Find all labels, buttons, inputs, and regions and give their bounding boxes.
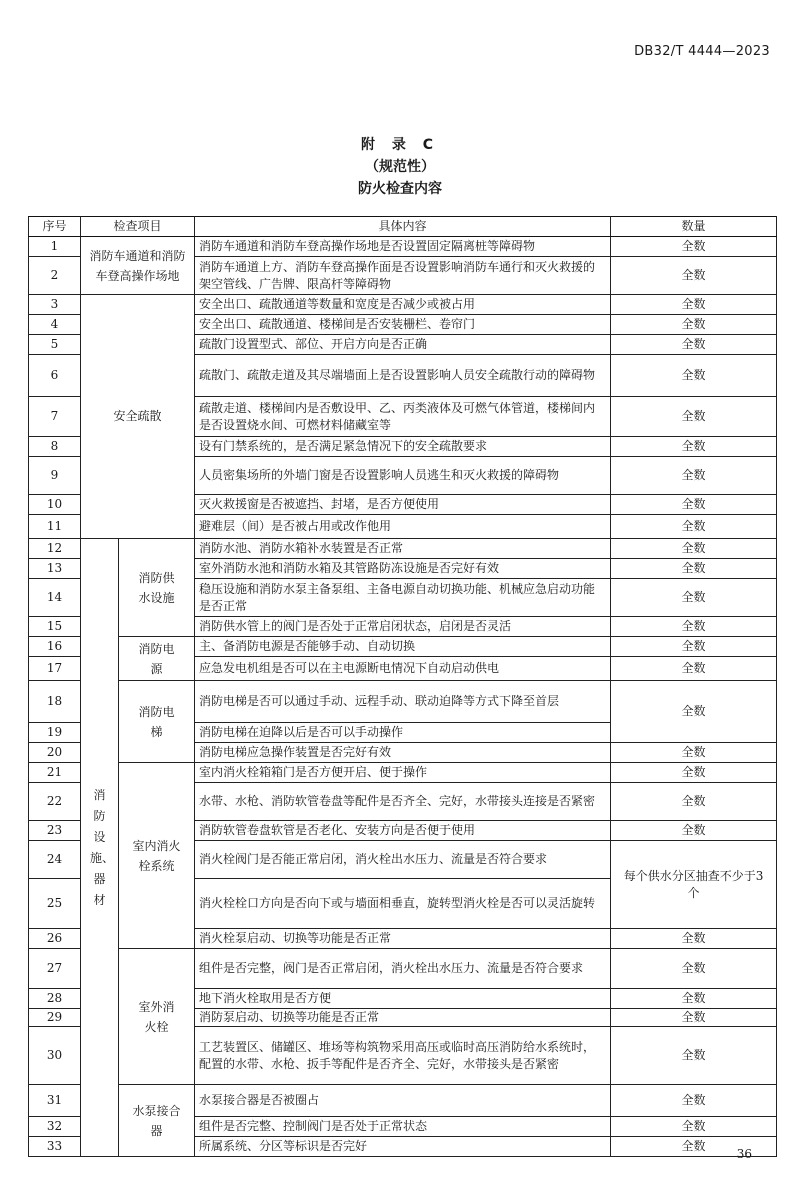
row-no: 12 [29, 539, 81, 559]
row-qty: 全数 [611, 315, 777, 335]
row-no: 19 [29, 723, 81, 743]
row-content: 应急发电机组是否可以在主电源断电情况下自动启动供电 [195, 657, 611, 681]
page-number: 36 [736, 1147, 752, 1161]
row-qty: 全数 [611, 515, 777, 539]
row-qty: 全数 [611, 295, 777, 315]
row-no: 29 [29, 1009, 81, 1027]
table-row [29, 949, 777, 989]
table-row [29, 295, 777, 315]
row-content: 消防供水管上的阀门是否处于正常启闭状态，启闭是否灵活 [195, 617, 611, 637]
row-qty: 全数 [611, 1137, 777, 1157]
subgroup-power: 消防电源 [119, 637, 195, 681]
row-qty: 全数 [611, 355, 777, 397]
row-content: 消火栓泵启动、切换等功能是否正常 [195, 929, 611, 949]
row-no: 27 [29, 949, 81, 989]
row-no: 18 [29, 681, 81, 723]
group-vehicle-access: 消防车通道和消防车登高操作场地 [81, 237, 195, 295]
table-header-row [29, 217, 777, 237]
row-no: 10 [29, 495, 81, 515]
row-content: 疏散门、疏散走道及其尽端墙面上是否设置影响人员安全疏散行动的障碍物 [195, 355, 611, 397]
row-content: 消火栓栓口方向是否向下或与墙面相垂直，旋转型消火栓是否可以灵活旋转 [195, 879, 611, 929]
row-no: 31 [29, 1085, 81, 1117]
row-content: 水泵接合器是否被圈占 [195, 1085, 611, 1117]
row-qty: 全数 [611, 559, 777, 579]
row-no: 9 [29, 457, 81, 495]
row-qty: 全数 [611, 949, 777, 989]
appendix-name: 防火检查内容 [358, 181, 442, 197]
header-item: 检查项目 [81, 217, 195, 237]
subgroup-outdoor-hydrant: 室外消火栓 [119, 949, 195, 1085]
row-content: 组件是否完整、控制阀门是否处于正常状态 [195, 1117, 611, 1137]
row-qty: 全数 [611, 763, 777, 783]
table-row [29, 1085, 777, 1117]
row-no: 14 [29, 579, 81, 617]
row-no: 2 [29, 257, 81, 295]
row-content: 避难层（间）是否被占用或改作他用 [195, 515, 611, 539]
row-qty: 全数 [611, 457, 777, 495]
row-content: 消防电梯在迫降以后是否可以手动操作 [195, 723, 611, 743]
row-content: 组件是否完整，阀门是否正常启闭，消火栓出水压力、流量是否符合要求 [195, 949, 611, 989]
row-content: 设有门禁系统的，是否满足紧急情况下的安全疏散要求 [195, 437, 611, 457]
row-no: 25 [29, 879, 81, 929]
group-fire-facilities: 消防设施、器材 [81, 539, 119, 1157]
row-no: 26 [29, 929, 81, 949]
row-no: 22 [29, 783, 81, 821]
row-content: 主、备消防电源是否能够手动、自动切换 [195, 637, 611, 657]
row-qty: 全数 [611, 1009, 777, 1027]
row-content: 疏散门设置型式、部位、开启方向是否正确 [195, 335, 611, 355]
row-content: 稳压设施和消防水泵主备泵组、主备电源自动切换功能、机械应急启动功能是否正常 [195, 579, 611, 617]
header-content: 具体内容 [195, 217, 611, 237]
row-no: 33 [29, 1137, 81, 1157]
row-no: 28 [29, 989, 81, 1009]
row-qty: 全数 [611, 657, 777, 681]
row-qty: 全数 [611, 397, 777, 437]
row-content: 安全出口、疏散通道、楼梯间是否安装栅栏、卷帘门 [195, 315, 611, 335]
row-content: 所属系统、分区等标识是否完好 [195, 1137, 611, 1157]
row-qty: 全数 [611, 821, 777, 841]
row-no: 24 [29, 841, 81, 879]
row-no: 13 [29, 559, 81, 579]
row-content: 消防车通道和消防车登高操作场地是否设置固定隔离桩等障碍物 [195, 237, 611, 257]
row-qty: 全数 [611, 989, 777, 1009]
row-content: 室外消防水池和消防水箱及其管路防冻设施是否完好有效 [195, 559, 611, 579]
row-qty: 全数 [611, 681, 777, 743]
row-no: 4 [29, 315, 81, 335]
row-no: 23 [29, 821, 81, 841]
table-row [29, 237, 777, 257]
row-qty: 全数 [611, 1085, 777, 1117]
subgroup-water-supply: 消防供水设施 [119, 539, 195, 637]
table-row [29, 539, 777, 559]
row-content: 安全出口、疏散通道等数量和宽度是否减少或被占用 [195, 295, 611, 315]
row-content: 消火栓阀门是否能正常启闭，消火栓出水压力、流量是否符合要求 [195, 841, 611, 879]
standard-code: DB32/T 4444—2023 [634, 44, 770, 59]
row-qty: 全数 [611, 335, 777, 355]
row-content: 消防泵启动、切换等功能是否正常 [195, 1009, 611, 1027]
row-qty: 全数 [611, 929, 777, 949]
row-content: 消防软管卷盘软管是否老化、安装方向是否便于使用 [195, 821, 611, 841]
row-qty: 全数 [611, 237, 777, 257]
subgroup-pump-connector: 水泵接合器 [119, 1085, 195, 1157]
row-no: 11 [29, 515, 81, 539]
row-content: 室内消火栓箱箱门是否方便开启、便于操作 [195, 763, 611, 783]
row-qty: 每个供水分区抽查不少于3个 [611, 841, 777, 929]
row-content: 水带、水枪、消防软管卷盘等配件是否齐全、完好，水带接头连接是否紧密 [195, 783, 611, 821]
row-no: 7 [29, 397, 81, 437]
row-no: 17 [29, 657, 81, 681]
row-qty: 全数 [611, 257, 777, 295]
row-content: 消防水池、消防水箱补水装置是否正常 [195, 539, 611, 559]
row-content: 地下消火栓取用是否方便 [195, 989, 611, 1009]
row-content: 消防电梯是否可以通过手动、远程手动、联动迫降等方式下降至首层 [195, 681, 611, 723]
row-no: 6 [29, 355, 81, 397]
row-qty: 全数 [611, 495, 777, 515]
subgroup-elevator: 消防电梯 [119, 681, 195, 763]
appendix-type: （规范性） [365, 159, 435, 175]
header-qty: 数量 [611, 217, 777, 237]
row-no: 15 [29, 617, 81, 637]
subgroup-indoor-hydrant: 室内消火栓系统 [119, 763, 195, 949]
appendix-title: 附 录 C [360, 137, 440, 153]
row-qty: 全数 [611, 743, 777, 763]
row-content: 消防电梯应急操作装置是否完好有效 [195, 743, 611, 763]
row-no: 30 [29, 1027, 81, 1085]
row-no: 21 [29, 763, 81, 783]
row-qty: 全数 [611, 1117, 777, 1137]
row-qty: 全数 [611, 579, 777, 617]
row-content: 工艺装置区、储罐区、堆场等构筑物采用高压或临时高压消防给水系统时，配置的水带、水枪、扳手等配件是否齐全、完好，水带接头是否紧密 [195, 1027, 611, 1085]
row-content: 灭火救援窗是否被遮挡、封堵，是否方便使用 [195, 495, 611, 515]
row-qty: 全数 [611, 617, 777, 637]
table-row [29, 637, 777, 657]
row-qty: 全数 [611, 637, 777, 657]
row-content: 消防车通道上方、消防车登高操作面是否设置影响消防车通行和灭火救援的架空管线、广告牌、限高杆等障碍物 [195, 257, 611, 295]
row-qty: 全数 [611, 783, 777, 821]
header-no: 序号 [29, 217, 81, 237]
row-qty: 全数 [611, 1027, 777, 1085]
row-qty: 全数 [611, 539, 777, 559]
row-no: 8 [29, 437, 81, 457]
row-qty: 全数 [611, 437, 777, 457]
row-content: 人员密集场所的外墙门窗是否设置影响人员逃生和灭火救援的障碍物 [195, 457, 611, 495]
group-safe-evacuation: 安全疏散 [81, 295, 195, 539]
title-block [0, 134, 800, 200]
table-row [29, 681, 777, 723]
table-row [29, 763, 777, 783]
row-content: 疏散走道、楼梯间内是否敷设甲、乙、丙类液体及可燃气体管道，楼梯间内是否设置烧水间、可燃材料储藏室等 [195, 397, 611, 437]
row-no: 20 [29, 743, 81, 763]
row-no: 5 [29, 335, 81, 355]
row-no: 1 [29, 237, 81, 257]
inspection-table [28, 216, 777, 1157]
row-no: 16 [29, 637, 81, 657]
row-no: 32 [29, 1117, 81, 1137]
row-no: 3 [29, 295, 81, 315]
